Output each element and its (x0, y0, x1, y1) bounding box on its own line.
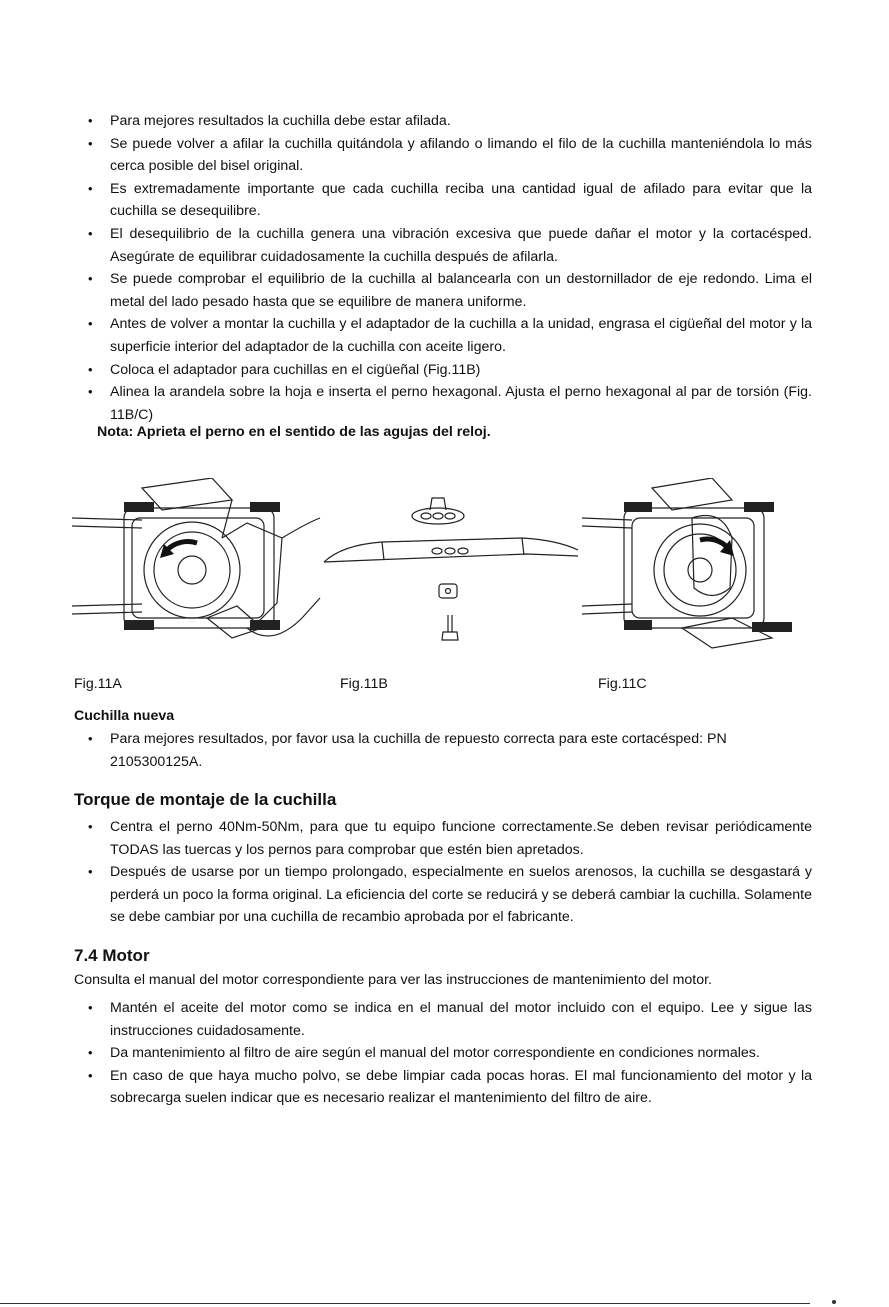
list-item: • Se puede volver a afilar la cuchilla quitándola y afilando o limando el filo de la cuchilla manteniéndola lo más cerca posible del bisel original. (88, 133, 812, 178)
list-item: • Mantén el aceite del motor como se indica en el manual del motor incluido con el equipo. Lee y sigue las instrucciones cuidadosamente. (88, 997, 812, 1042)
list-item: • Para mejores resultados, por favor usa la cuchilla de repuesto correcta para este cortacésped: PN 2105300125A. (88, 728, 788, 773)
torque-heading: Torque de montaje de la cuchilla (74, 790, 337, 809)
list-item: • El desequilibrio de la cuchilla genera una vibración excesiva que puede dañar el motor y la cortacésped. Asegúrate de equilibrar cuidadosamente la cuchilla después de afilarla. (88, 223, 812, 268)
figure-11c-illustration (582, 478, 794, 668)
footer-rule (0, 1303, 810, 1304)
list-item: • Para mejores resultados la cuchilla debe estar afilada. (88, 110, 812, 133)
bolt-tightening-note: Nota: Aprieta el perno en el sentido de las agujas del reloj. (97, 424, 491, 440)
list-item: • Después de usarse por un tiempo prolongado, especialmente en suelos arenosos, la cuchilla se desgastará y perderá un poco la forma original. La eficiencia del corte se reducirá y se deberá cambiar la cuchilla. Solamente se debe cambiar por una cuchilla de recambio aprobada por el fabricante. (88, 861, 812, 929)
figure-11b-caption: Fig.11B (340, 676, 388, 692)
blade-sharpening-list (88, 110, 812, 426)
torque-list (88, 816, 812, 929)
list-item: • Coloca el adaptador para cuchillas en el cigüeñal (Fig.11B) (88, 359, 812, 382)
motor-intro: Consulta el manual del motor correspondiente para ver las instrucciones de mantenimiento del motor. (74, 972, 712, 988)
figure-11c-caption: Fig.11C (598, 676, 647, 692)
list-item: • Es extremadamente importante que cada cuchilla reciba una cantidad igual de afilado para evitar que la cuchilla se desequilibre. (88, 178, 812, 223)
footer-mark (832, 1300, 836, 1304)
new-blade-list (88, 728, 788, 773)
list-item: • Se puede comprobar el equilibrio de la cuchilla al balancearla con un destornillador de eje redondo. Lima el metal del lado pesado hasta que se equilibre de manera uniforme. (88, 268, 812, 313)
new-blade-heading: Cuchilla nueva (74, 708, 175, 724)
figure-11a-caption: Fig.11A (74, 676, 122, 692)
motor-list (88, 997, 812, 1110)
list-item: • En caso de que haya mucho polvo, se debe limpiar cada pocas horas. El mal funcionamiento del motor y la sobrecarga suelen indicar que es necesario realizar el mantenimiento del filtro de aire. (88, 1065, 812, 1110)
motor-heading: 7.4 Motor (74, 946, 150, 965)
figure-11b-illustration (322, 490, 580, 650)
list-item: • Centra el perno 40Nm-50Nm, para que tu equipo funcione correctamente.Se deben revisar periódicamente TODAS las tuercas y los pernos para comprobar que estén bien apretados. (88, 816, 812, 861)
list-item: • Alinea la arandela sobre la hoja e inserta el perno hexagonal. Ajusta el perno hexagonal al par de torsión (Fig. 11B/C) (88, 381, 812, 426)
list-item: • Antes de volver a montar la cuchilla y el adaptador de la cuchilla a la unidad, engrasa el cigüeñal del motor y la superficie interior del adaptador de la cuchilla con aceite ligero. (88, 313, 812, 358)
list-item: • Da mantenimiento al filtro de aire según el manual del motor correspondiente en condiciones normales. (88, 1042, 812, 1065)
figure-11a-illustration (72, 478, 322, 668)
